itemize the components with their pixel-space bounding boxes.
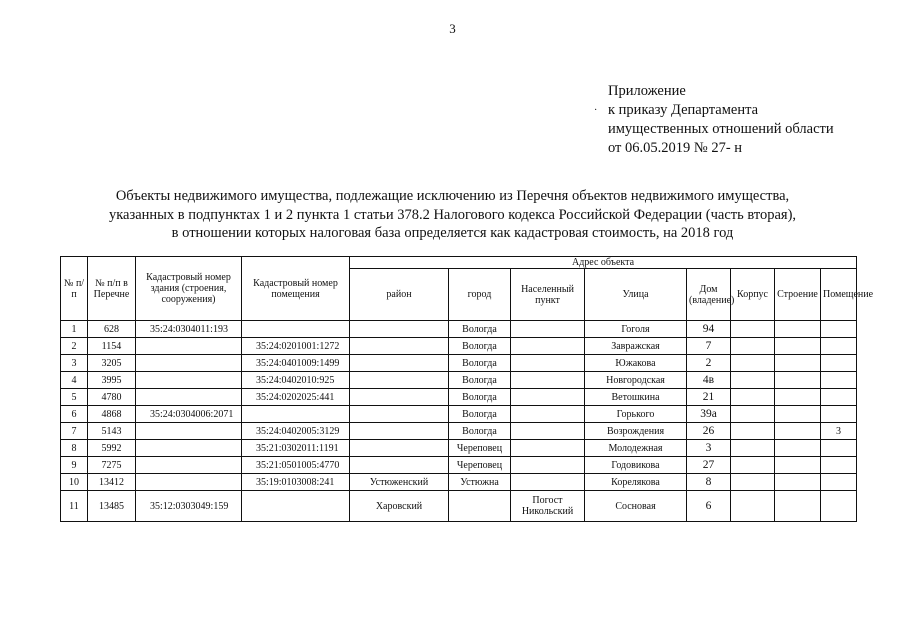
header-num: № п/п [61, 257, 88, 321]
cell-stroenie [775, 440, 821, 457]
cell-city: Устюжна [449, 474, 511, 491]
cell-city: Вологда [449, 355, 511, 372]
cell-settlement [511, 321, 585, 338]
cell-stroenie [775, 406, 821, 423]
header-settlement: Населенный пункт [511, 269, 585, 321]
header-stroenie: Строение [775, 269, 821, 321]
cell-korpus [731, 406, 775, 423]
header-city: город [449, 269, 511, 321]
header-korpus: Корпус [731, 269, 775, 321]
cell-district: Харовский [350, 491, 449, 522]
cell-district: Устюженский [350, 474, 449, 491]
title-line: в отношении которых налоговая база определяется как кадастровая стоимость, на 2018 год [171, 225, 734, 241]
cell-district [350, 355, 449, 372]
table-row [61, 457, 857, 474]
cell-num: 4 [61, 372, 88, 389]
cell-stroenie [775, 423, 821, 440]
header-house: Дом (владение) [687, 269, 731, 321]
cell-stroenie [775, 474, 821, 491]
cell-korpus [731, 474, 775, 491]
cell-stroenie [775, 389, 821, 406]
cell-city: Вологда [449, 372, 511, 389]
cell-stroenie [775, 491, 821, 522]
cell-korpus [731, 389, 775, 406]
cell-house: 4в [687, 372, 731, 389]
cell-city: Череповец [449, 440, 511, 457]
cell-house: 21 [687, 389, 731, 406]
cell-city: Вологда [449, 321, 511, 338]
cell-list-num: 13485 [88, 491, 136, 522]
header-address-group: Адрес объекта [350, 257, 857, 269]
header-pomeschenie: Помещение [821, 269, 857, 321]
cell-korpus [731, 423, 775, 440]
cell-cad-building [136, 440, 242, 457]
appendix-line: Приложение [608, 83, 686, 99]
cell-stroenie [775, 321, 821, 338]
cell-cad-room: 35:24:0402010:925 [242, 372, 350, 389]
table-row [61, 406, 857, 423]
cell-house: 3 [687, 440, 731, 457]
cell-settlement [511, 423, 585, 440]
cell-pomeschenie [821, 474, 857, 491]
cell-settlement [511, 372, 585, 389]
cell-korpus [731, 355, 775, 372]
cell-street: Ветошкина [585, 389, 687, 406]
cell-stroenie [775, 355, 821, 372]
cell-korpus [731, 440, 775, 457]
cell-settlement [511, 440, 585, 457]
cell-street: Молодежная [585, 440, 687, 457]
cell-settlement [511, 355, 585, 372]
cell-cad-room: 35:24:0201001:1272 [242, 338, 350, 355]
cell-list-num: 4868 [88, 406, 136, 423]
cell-street: Годовикова [585, 457, 687, 474]
header-list-num: № п/п в Перечне [88, 257, 136, 321]
appendix-line: от 06.05.2019 № 27- н [608, 140, 743, 156]
table-row [61, 491, 857, 522]
cell-pomeschenie [821, 491, 857, 522]
cell-cad-building: 35:24:0304011:193 [136, 321, 242, 338]
cell-cad-building [136, 423, 242, 440]
cell-cad-room: 35:19:0103008:241 [242, 474, 350, 491]
cell-house: 8 [687, 474, 731, 491]
cell-city: Вологда [449, 338, 511, 355]
cell-district [350, 440, 449, 457]
cell-korpus [731, 372, 775, 389]
cell-settlement: Погост Никольский [511, 491, 585, 522]
cell-settlement [511, 474, 585, 491]
cell-street: Южакова [585, 355, 687, 372]
cell-settlement [511, 457, 585, 474]
cell-korpus [731, 491, 775, 522]
cell-district [350, 423, 449, 440]
cell-street: Завражская [585, 338, 687, 355]
appendix-block [594, 82, 834, 158]
title-line: Объекты недвижимого имущества, подлежащие исключению из Перечня объектов недвижимого имущества, [115, 188, 790, 204]
cell-stroenie [775, 457, 821, 474]
cell-cad-room: 35:24:0202025:441 [242, 389, 350, 406]
objects-table [60, 256, 874, 522]
cell-num: 10 [61, 474, 88, 491]
cell-street: Сосновая [585, 491, 687, 522]
cell-num: 1 [61, 321, 88, 338]
title-line: указанных в подпунктах 1 и 2 пункта 1 статьи 378.2 Налогового кодекса Российской Федерации (часть вторая), [108, 206, 797, 223]
cell-cad-room [242, 321, 350, 338]
table-row [61, 423, 857, 440]
cell-korpus [731, 457, 775, 474]
cell-cad-building [136, 474, 242, 491]
cell-district [350, 338, 449, 355]
cell-list-num: 13412 [88, 474, 136, 491]
cell-house: 39а [687, 406, 731, 423]
cell-korpus [731, 321, 775, 338]
cell-street: Новгородская [585, 372, 687, 389]
cell-house: 27 [687, 457, 731, 474]
cell-house: 26 [687, 423, 731, 440]
header-cad-room: Кадастровый номер помещения [242, 257, 350, 321]
cell-district [350, 372, 449, 389]
cell-cad-room [242, 406, 350, 423]
cell-district [350, 321, 449, 338]
header-district: район [350, 269, 449, 321]
cell-num: 2 [61, 338, 88, 355]
cell-cad-room: 35:24:0401009:1499 [242, 355, 350, 372]
cell-street: Горького [585, 406, 687, 423]
cell-house: 6 [687, 491, 731, 522]
cell-cad-building: 35:12:0303049:159 [136, 491, 242, 522]
cell-pomeschenie: 3 [821, 423, 857, 440]
cell-pomeschenie [821, 389, 857, 406]
header-cad-building: Кадастровый номер здания (строения, сооружения) [136, 257, 242, 321]
cell-list-num: 628 [88, 321, 136, 338]
cell-num: 11 [61, 491, 88, 522]
cell-settlement [511, 389, 585, 406]
cell-list-num: 3205 [88, 355, 136, 372]
cell-pomeschenie [821, 440, 857, 457]
cell-cad-room: 35:24:0402005:3129 [242, 423, 350, 440]
cell-num: 8 [61, 440, 88, 457]
cell-list-num: 4780 [88, 389, 136, 406]
cell-num: 5 [61, 389, 88, 406]
cell-street: Возрождения [585, 423, 687, 440]
cell-cad-building [136, 389, 242, 406]
cell-stroenie [775, 338, 821, 355]
cell-num: 9 [61, 457, 88, 474]
table-row [61, 474, 857, 491]
table-body [61, 321, 857, 522]
cell-pomeschenie [821, 406, 857, 423]
cell-pomeschenie [821, 321, 857, 338]
table-row [61, 440, 857, 457]
cell-num: 6 [61, 406, 88, 423]
cell-cad-building [136, 355, 242, 372]
table-row [61, 372, 857, 389]
cell-house: 2 [687, 355, 731, 372]
cell-pomeschenie [821, 457, 857, 474]
cell-city: Вологда [449, 406, 511, 423]
cell-settlement [511, 338, 585, 355]
stray-mark: · [594, 105, 598, 116]
cell-house: 7 [687, 338, 731, 355]
table-row [61, 389, 857, 406]
table-row [61, 321, 857, 338]
cell-city [449, 491, 511, 522]
cell-street: Кореляковa [585, 474, 687, 491]
table-row [61, 355, 857, 372]
cell-district [350, 457, 449, 474]
cell-cad-building: 35:24:0304006:2071 [136, 406, 242, 423]
cell-city: Череповец [449, 457, 511, 474]
appendix-line: имущественных отношений области [608, 121, 834, 137]
cell-district [350, 389, 449, 406]
cell-cad-room [242, 491, 350, 522]
cell-list-num: 5992 [88, 440, 136, 457]
cell-cad-building [136, 372, 242, 389]
cell-list-num: 5143 [88, 423, 136, 440]
page-number: 3 [449, 21, 456, 36]
cell-pomeschenie [821, 355, 857, 372]
table-row [61, 338, 857, 355]
cell-list-num: 1154 [88, 338, 136, 355]
cell-cad-building [136, 457, 242, 474]
cell-settlement [511, 406, 585, 423]
cell-cad-room: 35:21:0302011:1191 [242, 440, 350, 457]
document-title [40, 187, 865, 243]
cell-cad-room: 35:21:0501005:4770 [242, 457, 350, 474]
cell-house: 94 [687, 321, 731, 338]
cell-city: Вологда [449, 389, 511, 406]
cell-stroenie [775, 372, 821, 389]
cell-cad-building [136, 338, 242, 355]
cell-korpus [731, 338, 775, 355]
cell-pomeschenie [821, 338, 857, 355]
cell-num: 7 [61, 423, 88, 440]
cell-list-num: 7275 [88, 457, 136, 474]
cell-street: Гоголя [585, 321, 687, 338]
cell-pomeschenie [821, 372, 857, 389]
cell-city: Вологда [449, 423, 511, 440]
cell-district [350, 406, 449, 423]
appendix-line: к приказу Департамента [608, 102, 759, 118]
header-street: Улица [585, 269, 687, 321]
cell-num: 3 [61, 355, 88, 372]
cell-list-num: 3995 [88, 372, 136, 389]
